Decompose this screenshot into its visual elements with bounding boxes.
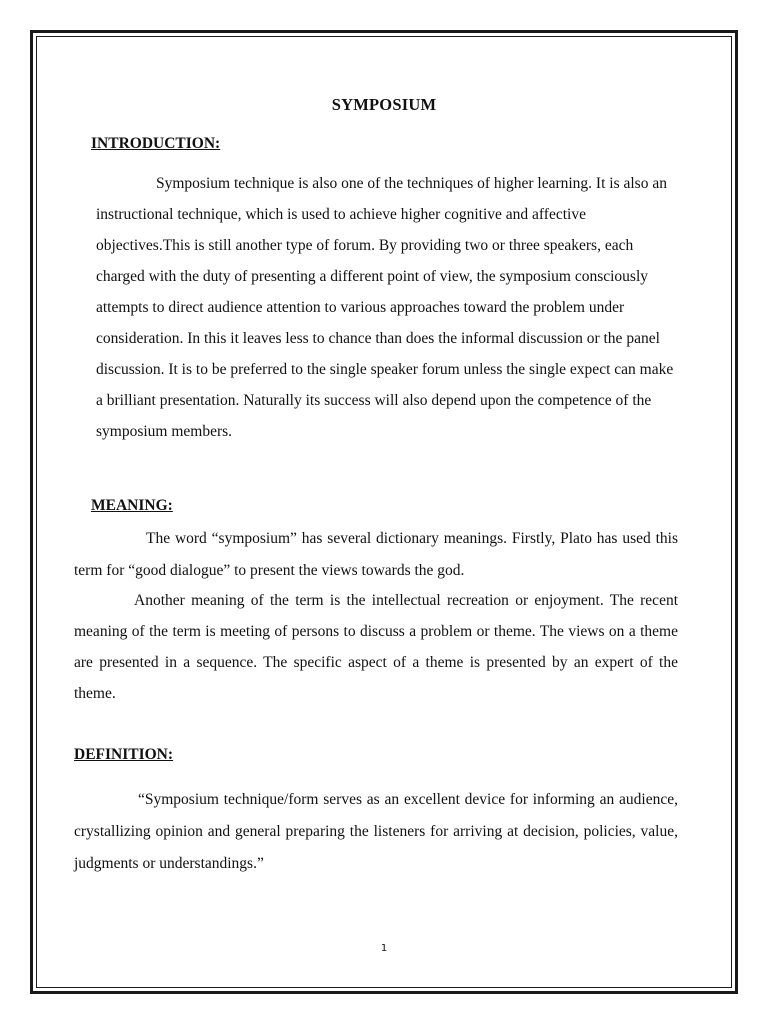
- meaning-paragraph-2: Another meaning of the term is the intellectual recreation or enjoyment. The recent meaning of the term is meeting of persons to discuss a problem or theme. The views on a theme are presented in a sequence. The specific aspect of a theme is presented by an expert of the theme.: [74, 592, 678, 702]
- definition-heading: DEFINITION:: [74, 746, 174, 763]
- meaning-heading: MEANING:: [91, 497, 173, 514]
- introduction-heading: INTRODUCTION:: [91, 135, 221, 152]
- page-number: 1: [380, 943, 388, 954]
- introduction-paragraph: Symposium technique is also one of the techniques of higher learning. It is also an instructional technique, which is used to achieve higher cognitive and affective objectives.This is still another type of forum. By providing two or three speakers, each charged with the duty of presenting a different point of view, the symposium consciously attempts to direct audience attention to various approaches toward the problem under consideration. In this it leaves less to chance than does the informal discussion or the panel discussion. It is to be preferred to the single speaker forum unless the single expect can make a brilliant presentation. Naturally its success will also depend upon the competence of the symposium members.: [96, 175, 674, 440]
- meaning-paragraph-1: The word “symposium” has several dictionary meanings. Firstly, Plato has used this term for “good dialogue” to present the views towards the god.: [74, 530, 678, 579]
- document-title: SYMPOSIUM: [331, 95, 437, 114]
- definition-paragraph: “Symposium technique/form serves as an excellent device for informing an audience, crystallizing opinion and general preparing the listeners for arriving at decision, policies, value, judgments or understandings.”: [74, 791, 678, 872]
